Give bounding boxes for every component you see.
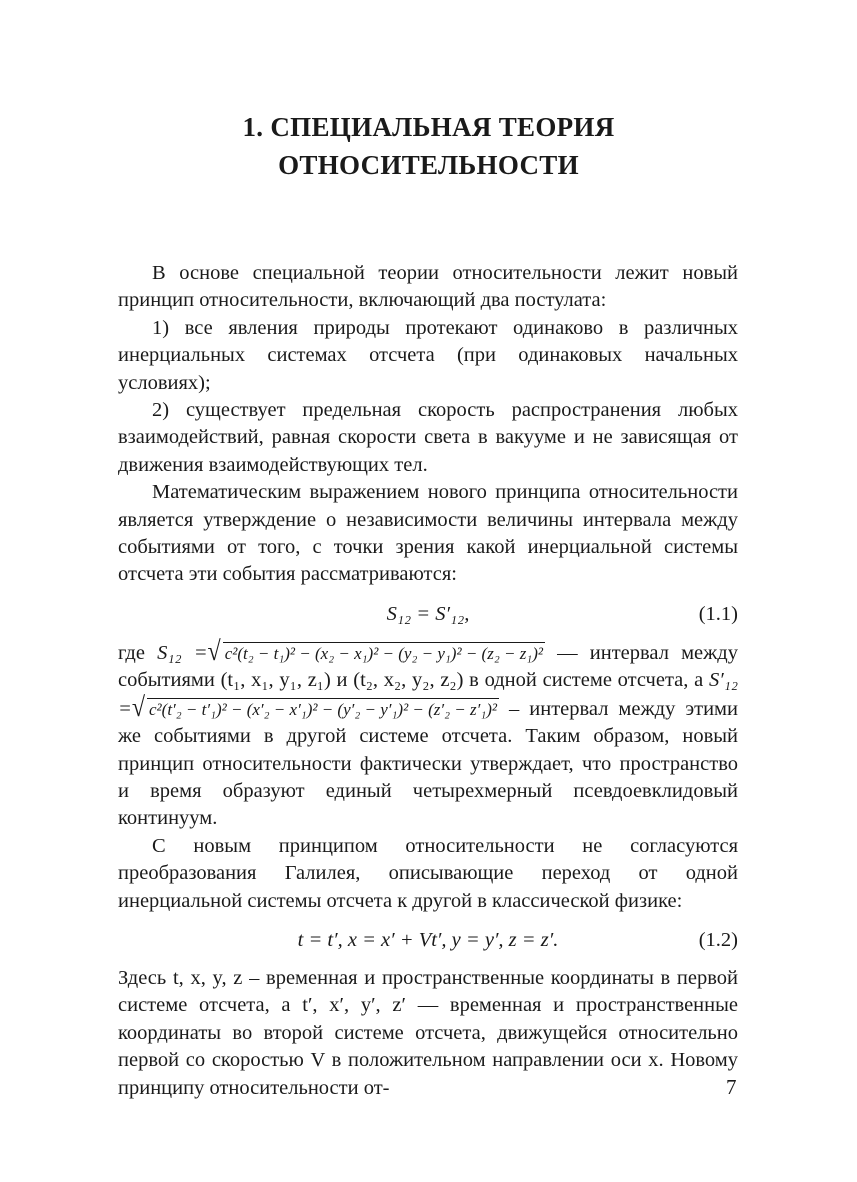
chapter-title-line-2: ОТНОСИТЕЛЬНОСТИ	[278, 150, 579, 180]
body-text	[118, 260, 738, 1102]
paragraph-coordinates: Здесь t, x, y, z – временная и пространственные координаты в первой системе отсчета, а t′, x′, y′, z′ — временная и пространственные координаты во второй системе отсчета, движущейся относительно первой со скоростью V в положительном направлении оси x. Новому принципу относительности от-	[118, 966, 738, 1099]
paragraph-postulate-1: 1) все явления природы протекают одинаково в различных инерциальных системах отсчета (при одинаковых начальных условиях);	[118, 316, 738, 394]
paragraph-intro: В основе специальной теории относительности лежит новый принцип относительности, включающий два постулата:	[118, 262, 738, 312]
equation-1-1-formula: S₁₂ = S′₁₂,	[386, 602, 470, 625]
equation-1-2	[118, 915, 738, 965]
chapter-title-line-1: 1. СПЕЦИАЛЬНАЯ ТЕОРИЯ	[242, 112, 615, 142]
s12-prime-symbol: S′₁₂ =	[118, 669, 739, 720]
s12-prime-radicand: c²(t′₂ − t′₁)² − (x′₂ − x′₁)² − (y′₂ − y′₁)² − (z′₂ − z′₁)²	[149, 699, 498, 719]
equation-1-2-number: (1.2)	[698, 928, 738, 951]
where-word: где	[118, 641, 145, 664]
s12-radicand: c²(t₂ − t₁)² − (x₂ − x₁)² − (y₂ − y₁)² − (z₂ − z₁)²	[224, 643, 543, 663]
equation-1-1	[118, 589, 738, 639]
paragraph-interval-definition	[118, 636, 739, 833]
chapter-title	[0, 108, 857, 184]
interval-text: — интервал между событиями (t₁, x₁, y₁, z₁) и (t₂, x₂, y₂, z₂) в одной системе отсчета, а	[118, 641, 738, 692]
paragraph-galilean: С новым принципом относительности не согласуются преобразования Галилея, описывающие переход от одной инерциальной системы отсчета к другой в классической физике:	[118, 834, 738, 912]
equation-1-2-formula: t = t′, x = x′ + Vt′, y = y′, z = z′.	[297, 928, 559, 951]
s12-symbol: S₁₂ =	[157, 641, 208, 664]
interval-continued-text: – интервал между этими же событиями в другой системе отсчета. Таким образом, новый принцип относительности фактически утверждает, что пространство и время образуют единый четырехмерный псевдоевклидовый континуум.	[118, 697, 739, 830]
paragraph-postulate-2: 2) существует предельная скорость распространения любых взаимодействий, равная скорости света в вакууме и не зависящая от движения взаимодействующих тел.	[118, 399, 738, 476]
sqrt-icon-2: √	[131, 692, 146, 723]
page-number: 7	[726, 1075, 737, 1099]
equation-1-1-number: (1.1)	[698, 602, 738, 625]
sqrt-icon: √	[207, 636, 221, 667]
paragraph-interval: Математическим выражением нового принципа относительности является утверждение о независимости величины интервала между событиями от того, с точки зрения какой инерциальной системы отсчета эти события рассматриваются:	[118, 481, 738, 586]
